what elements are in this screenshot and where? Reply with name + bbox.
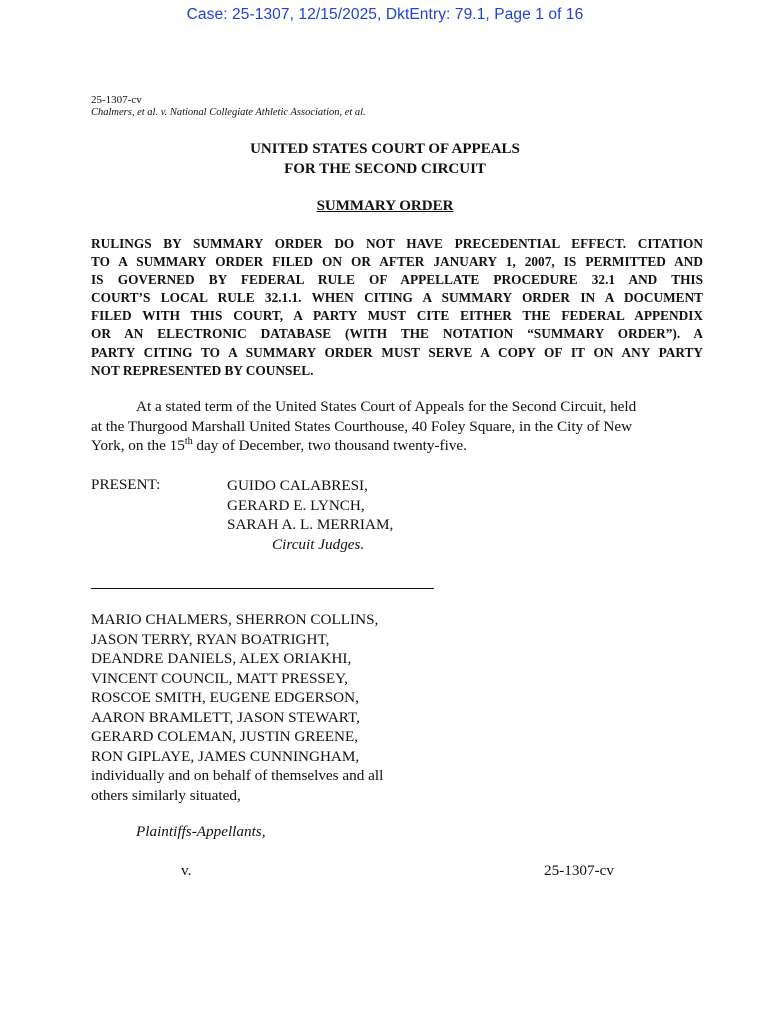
parties-list	[91, 610, 421, 805]
intro-line-3-end: day of December, two thousand twenty-five.	[192, 437, 467, 454]
party-line: AARON BRAMLETT, JASON STEWART,	[91, 708, 360, 726]
case-header-stamp: Case: 25-1307, 12/15/2025, DktEntry: 79.1, Page 1 of 16	[186, 6, 584, 23]
notice-line: RULINGS BY SUMMARY ORDER DO NOT HAVE PRECEDENTIAL EFFECT. CITATION	[91, 236, 703, 251]
party-line: ROSCOE SMITH, EUGENE EDGERSON,	[91, 689, 359, 706]
precedential-notice	[91, 235, 703, 380]
intro-line-1: At a stated term of the United States Court of Appeals for the Second Circuit, held	[136, 398, 637, 415]
notice-line: COURT’S LOCAL RULE 32.1.1. WHEN CITING A SUMMARY ORDER IN A DOCUMENT	[91, 290, 703, 306]
notice-line: FILED WITH THIS COURT, A PARTY MUST CITE EITHER THE FEDERAL APPENDIX	[91, 308, 703, 324]
intro-paragraph	[91, 397, 691, 456]
party-line: JASON TERRY, RYAN BOATRIGHT,	[91, 630, 330, 648]
order-title: SUMMARY ORDER	[316, 198, 454, 214]
party-line: GERARD COLEMAN, JUSTIN GREENE,	[91, 728, 359, 745]
judges-title: Circuit Judges.	[272, 535, 365, 553]
present-label: PRESENT:	[91, 476, 161, 493]
intro-line-2: at the Thurgood Marshall United States Courthouse, 40 Foley Square, in the City of New	[91, 417, 633, 435]
docket-number-right: 25-1307-cv	[544, 862, 615, 879]
judge-name: GUIDO CALABRESI,	[227, 477, 368, 494]
court-heading	[0, 139, 770, 179]
court-heading-line-1: UNITED STATES COURT OF APPEALS	[250, 141, 520, 157]
intro-line-3	[91, 436, 691, 456]
notice-line: TO A SUMMARY ORDER FILED ON OR AFTER JANUARY 1, 2007, IS PERMITTED AND	[91, 254, 703, 270]
notice-line: PARTY CITING TO A SUMMARY ORDER MUST SERVE A COPY OF IT ON ANY PARTY	[91, 344, 703, 360]
judges-list	[227, 476, 393, 554]
court-heading-line-2: FOR THE SECOND CIRCUIT	[284, 161, 486, 177]
caption-docket-number: 25-1307-cv	[91, 94, 142, 106]
party-line: DEANDRE DANIELS, ALEX ORIAKHI,	[91, 650, 352, 667]
notice-line: OR AN ELECTRONIC DATABASE (WITH THE NOTATION “SUMMARY ORDER”). A	[91, 326, 703, 342]
versus-label: v.	[181, 862, 192, 879]
judge-name: SARAH A. L. MERRIAM,	[227, 516, 394, 533]
notice-line: IS GOVERNED BY FEDERAL RULE OF APPELLATE PROCEDURE 32.1 AND THIS	[91, 272, 703, 288]
party-line: RON GIPLAYE, JAMES CUNNINGHAM,	[91, 747, 360, 765]
party-line: VINCENT COUNCIL, MATT PRESSEY,	[91, 669, 348, 687]
party-line: others similarly situated,	[91, 786, 241, 804]
separator-rule	[91, 588, 434, 589]
party-role: Plaintiffs-Appellants,	[136, 823, 266, 840]
notice-line: NOT REPRESENTED BY COUNSEL.	[91, 362, 314, 378]
party-line: MARIO CHALMERS, SHERRON COLLINS,	[91, 611, 379, 628]
caption-case-name: Chalmers, et al. v. National Collegiate Athletic Association, et al.	[91, 107, 366, 118]
party-line: individually and on behalf of themselves and all	[91, 767, 384, 784]
intro-line-3-start: York, on the 15	[91, 437, 185, 454]
judge-name: GERARD E. LYNCH,	[227, 496, 365, 514]
ordinal-suffix: th	[184, 435, 193, 447]
